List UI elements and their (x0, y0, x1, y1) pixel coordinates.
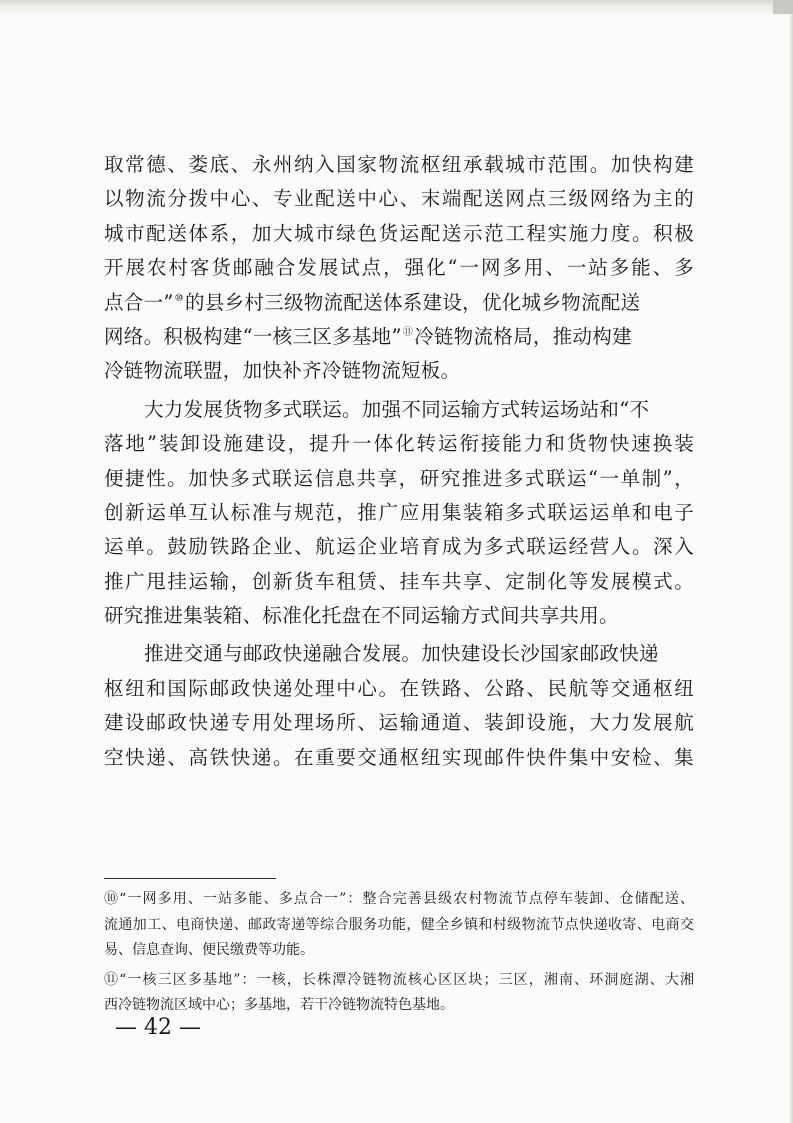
footnote-line: 易、信息查询、便民缴费等功能。 (104, 942, 314, 958)
text-line: 以物流分拨中心、专业配送中心、末端配送网点三级网络为主的 (104, 187, 694, 211)
text-line: 落地”装卸设施建设，提升一体化转运衔接能力和货物快速换装 (104, 432, 694, 456)
footnote-separator (104, 878, 276, 879)
footnote-line: 西冷链物流区域中心；多基地，若干冷链物流特色基地。 (104, 997, 454, 1013)
text-line: 推广甩挂运输，创新货车租赁、挂车共享、定制化等发展模式。 (104, 569, 694, 593)
text-line: 城市配送体系，加大城市绿色货运配送示范工程实施力度。积极 (104, 221, 694, 245)
footnote-10 (104, 887, 694, 964)
text-line: 枢纽和国际邮政快递处理中心。在铁路、公路、民航等交通枢纽 (104, 676, 694, 700)
text-line: 推进交通与邮政快递融合发展。加快建设长沙国家邮政快递 (144, 642, 659, 666)
text-line: 取常德、娄底、永州纳入国家物流枢纽承载城市范围。加快构建 (104, 153, 694, 176)
scan-top-edge (0, 0, 793, 16)
text-line: 建设邮政快递专用处理场所、运输通道、装卸设施，大力发展航 (104, 711, 694, 735)
text-line (104, 320, 694, 354)
text-segment: 网络。积极构建“一核三区多基地” (104, 324, 402, 348)
text-line: 冷链物流联盟，加快补齐冷链物流短板。 (104, 359, 461, 383)
text-line: 大力发展货物多式联运。加强不同运输方式转运场站和“不 (144, 397, 650, 421)
paragraph (104, 637, 694, 775)
footnote-text: “一网多用、一站多能、多点合一”：整合完善县级农村物流节点停车装卸、仓储配送、 (119, 891, 694, 907)
footnotes (104, 887, 694, 1019)
text-segment: 冷链物流格局，推动构建 (414, 324, 632, 348)
text-line: 开展农村客货邮融合发展试点，强化“一网多用、一站多能、多 (104, 256, 694, 280)
text-line: 创新运单互认标准与规范，推广应用集装箱多式联运运单和电子 (104, 500, 694, 524)
footnote-reference-11: ⑪ (402, 326, 414, 338)
scan-right-edge (789, 0, 793, 1123)
paragraph (104, 393, 694, 634)
footnote-line (104, 968, 694, 994)
footnote-reference-10: ⑩ (174, 292, 184, 304)
text-line (104, 286, 694, 320)
text-line: 空快递、高铁快递。在重要交通枢纽实现邮件快件集中安检、集 (104, 745, 694, 769)
text-line: 研究推进集装箱、标准化托盘在不同运输方式间共享共用。 (104, 604, 619, 628)
footnote-line: 流通加工、电商快递、邮政寄递等综合服务功能，健全乡镇和村级物流节点快递收寄、电商交 (104, 916, 694, 933)
footnote-11 (104, 968, 694, 1019)
scan-corner-mark (773, 0, 793, 14)
body-text (104, 148, 694, 775)
footnote-marker: ⑩ (104, 891, 120, 907)
text-segment: 的县乡村三级物流配送体系建设，优化城乡物流配送 (184, 290, 641, 314)
footnote-marker: ⑪ (104, 971, 120, 988)
footnote-line (104, 887, 694, 913)
paragraph (104, 148, 694, 389)
text-line: 运单。鼓励铁路企业、航运企业培育成为多式联运经营人。深入 (104, 535, 694, 559)
text-line: 便捷性。加快多式联运信息共享，研究推进多式联运“一单制”， (104, 466, 694, 490)
page-number: — 42 — (115, 1015, 201, 1040)
footnote-text: “一核三区多基地”：一核，长株潭冷链物流核心区区块；三区，湘南、环洞庭湖、大湘 (119, 971, 694, 988)
text-segment: 点合一” (104, 290, 174, 314)
